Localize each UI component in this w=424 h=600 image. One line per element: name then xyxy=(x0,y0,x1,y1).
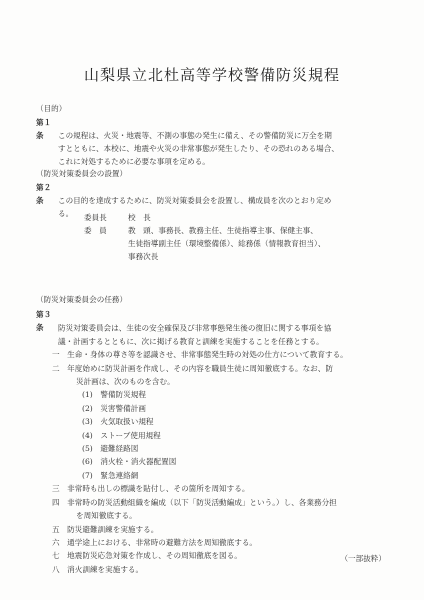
article-text-line: 議・計画するとともに、次に掲げる教育と訓練を実施することを任務とする。 xyxy=(58,336,324,346)
plan-item: (6) 消火栓・消火器配置図 xyxy=(82,457,177,467)
article-number: 第１条 xyxy=(36,118,52,140)
article-3 xyxy=(36,308,396,576)
article-text-line: この規程は、火災・地震等、不測の事態の発生に備え、その警備防災に万全を期 xyxy=(58,131,332,140)
article-text-line: る。 xyxy=(58,209,74,218)
section-heading-committee: （防災対策委員会の設置） xyxy=(36,169,128,178)
article-number: 第２条 xyxy=(36,183,52,205)
article-text-line: これに対処するために必要な事項を定める。 xyxy=(58,157,210,166)
duty-item: 七 地震防災応急対策を作成し、その周知徹底を図る。 xyxy=(52,551,242,561)
duty-item: 五 防災避難訓練を実施する。 xyxy=(52,524,159,534)
duty-item: 四 非常時の防災活動組織を編成（以下「防災活動編成」という。）し、各業務分担 xyxy=(52,497,337,507)
duty-item-cont: 災計画は、次のものを含む。 xyxy=(76,377,175,387)
article-1 xyxy=(36,116,392,168)
page-title: 山梨県立北杜高等学校警備防災規程 xyxy=(83,66,340,84)
excerpt-note: （一部抜粋） xyxy=(340,554,386,563)
member-value: 教 頭、事務長、教務主任、生徒指導主事、保健主事、 xyxy=(128,226,318,235)
section-heading-duties: （防災対策委員会の任務） xyxy=(36,295,128,304)
chair-role: 委員長 xyxy=(84,213,107,222)
plan-item: (1) 警備防災規程 xyxy=(82,390,146,400)
plan-item: (5) 避難経路図 xyxy=(82,444,139,454)
member-role: 委 員 xyxy=(84,226,107,235)
section-heading-purpose: （目的） xyxy=(36,104,67,113)
duty-item-cont: を周知徹底する。 xyxy=(76,511,137,521)
duty-item: 八 消火訓練を実施する。 xyxy=(52,564,144,574)
plan-item: (4) ストーブ使用規程 xyxy=(82,430,161,440)
article-text-line: 防災対策委員会は、生徒の安全確保及び非常事態発生後の復旧に関する事項を協 xyxy=(58,323,332,333)
plan-item: (3) 火気取扱い規程 xyxy=(82,417,154,427)
plan-item: (2) 災害警備計画 xyxy=(82,403,146,413)
plan-item: (7) 緊急連絡網 xyxy=(82,470,139,480)
chair-value: 校 長 xyxy=(128,213,151,222)
article-text-line: すとともに、本校に、地震や火災の非常事態が発生したり、その恐れのある場合、 xyxy=(58,144,339,153)
duty-item: 二 年度始めに防災計画を作成し、その内容を職員生徒に周知徹底する。なお、防 xyxy=(52,363,333,373)
duty-item: 一 生命・身体の尊さ等を認識させ、非常事態発生時の対処の仕方について教育する。 xyxy=(52,350,348,360)
duty-item: 三 非常時も出しの標識を貼付し、その箇所を周知する。 xyxy=(52,484,250,494)
article-text-line: この目的を達成するために、防災対策委員会を設置し、構成員を次のとおり定め xyxy=(58,196,332,205)
member-value: 生徒指導副主任（環境整備係）、総務係（情報教育担当）、 xyxy=(128,239,326,248)
committee-members xyxy=(84,211,325,263)
article-number: 第３条 xyxy=(36,310,52,333)
member-value: 事務次長 xyxy=(128,252,159,261)
duty-item: 六 通学途上における、非常時の避難方法を周知徹底する。 xyxy=(52,537,258,547)
